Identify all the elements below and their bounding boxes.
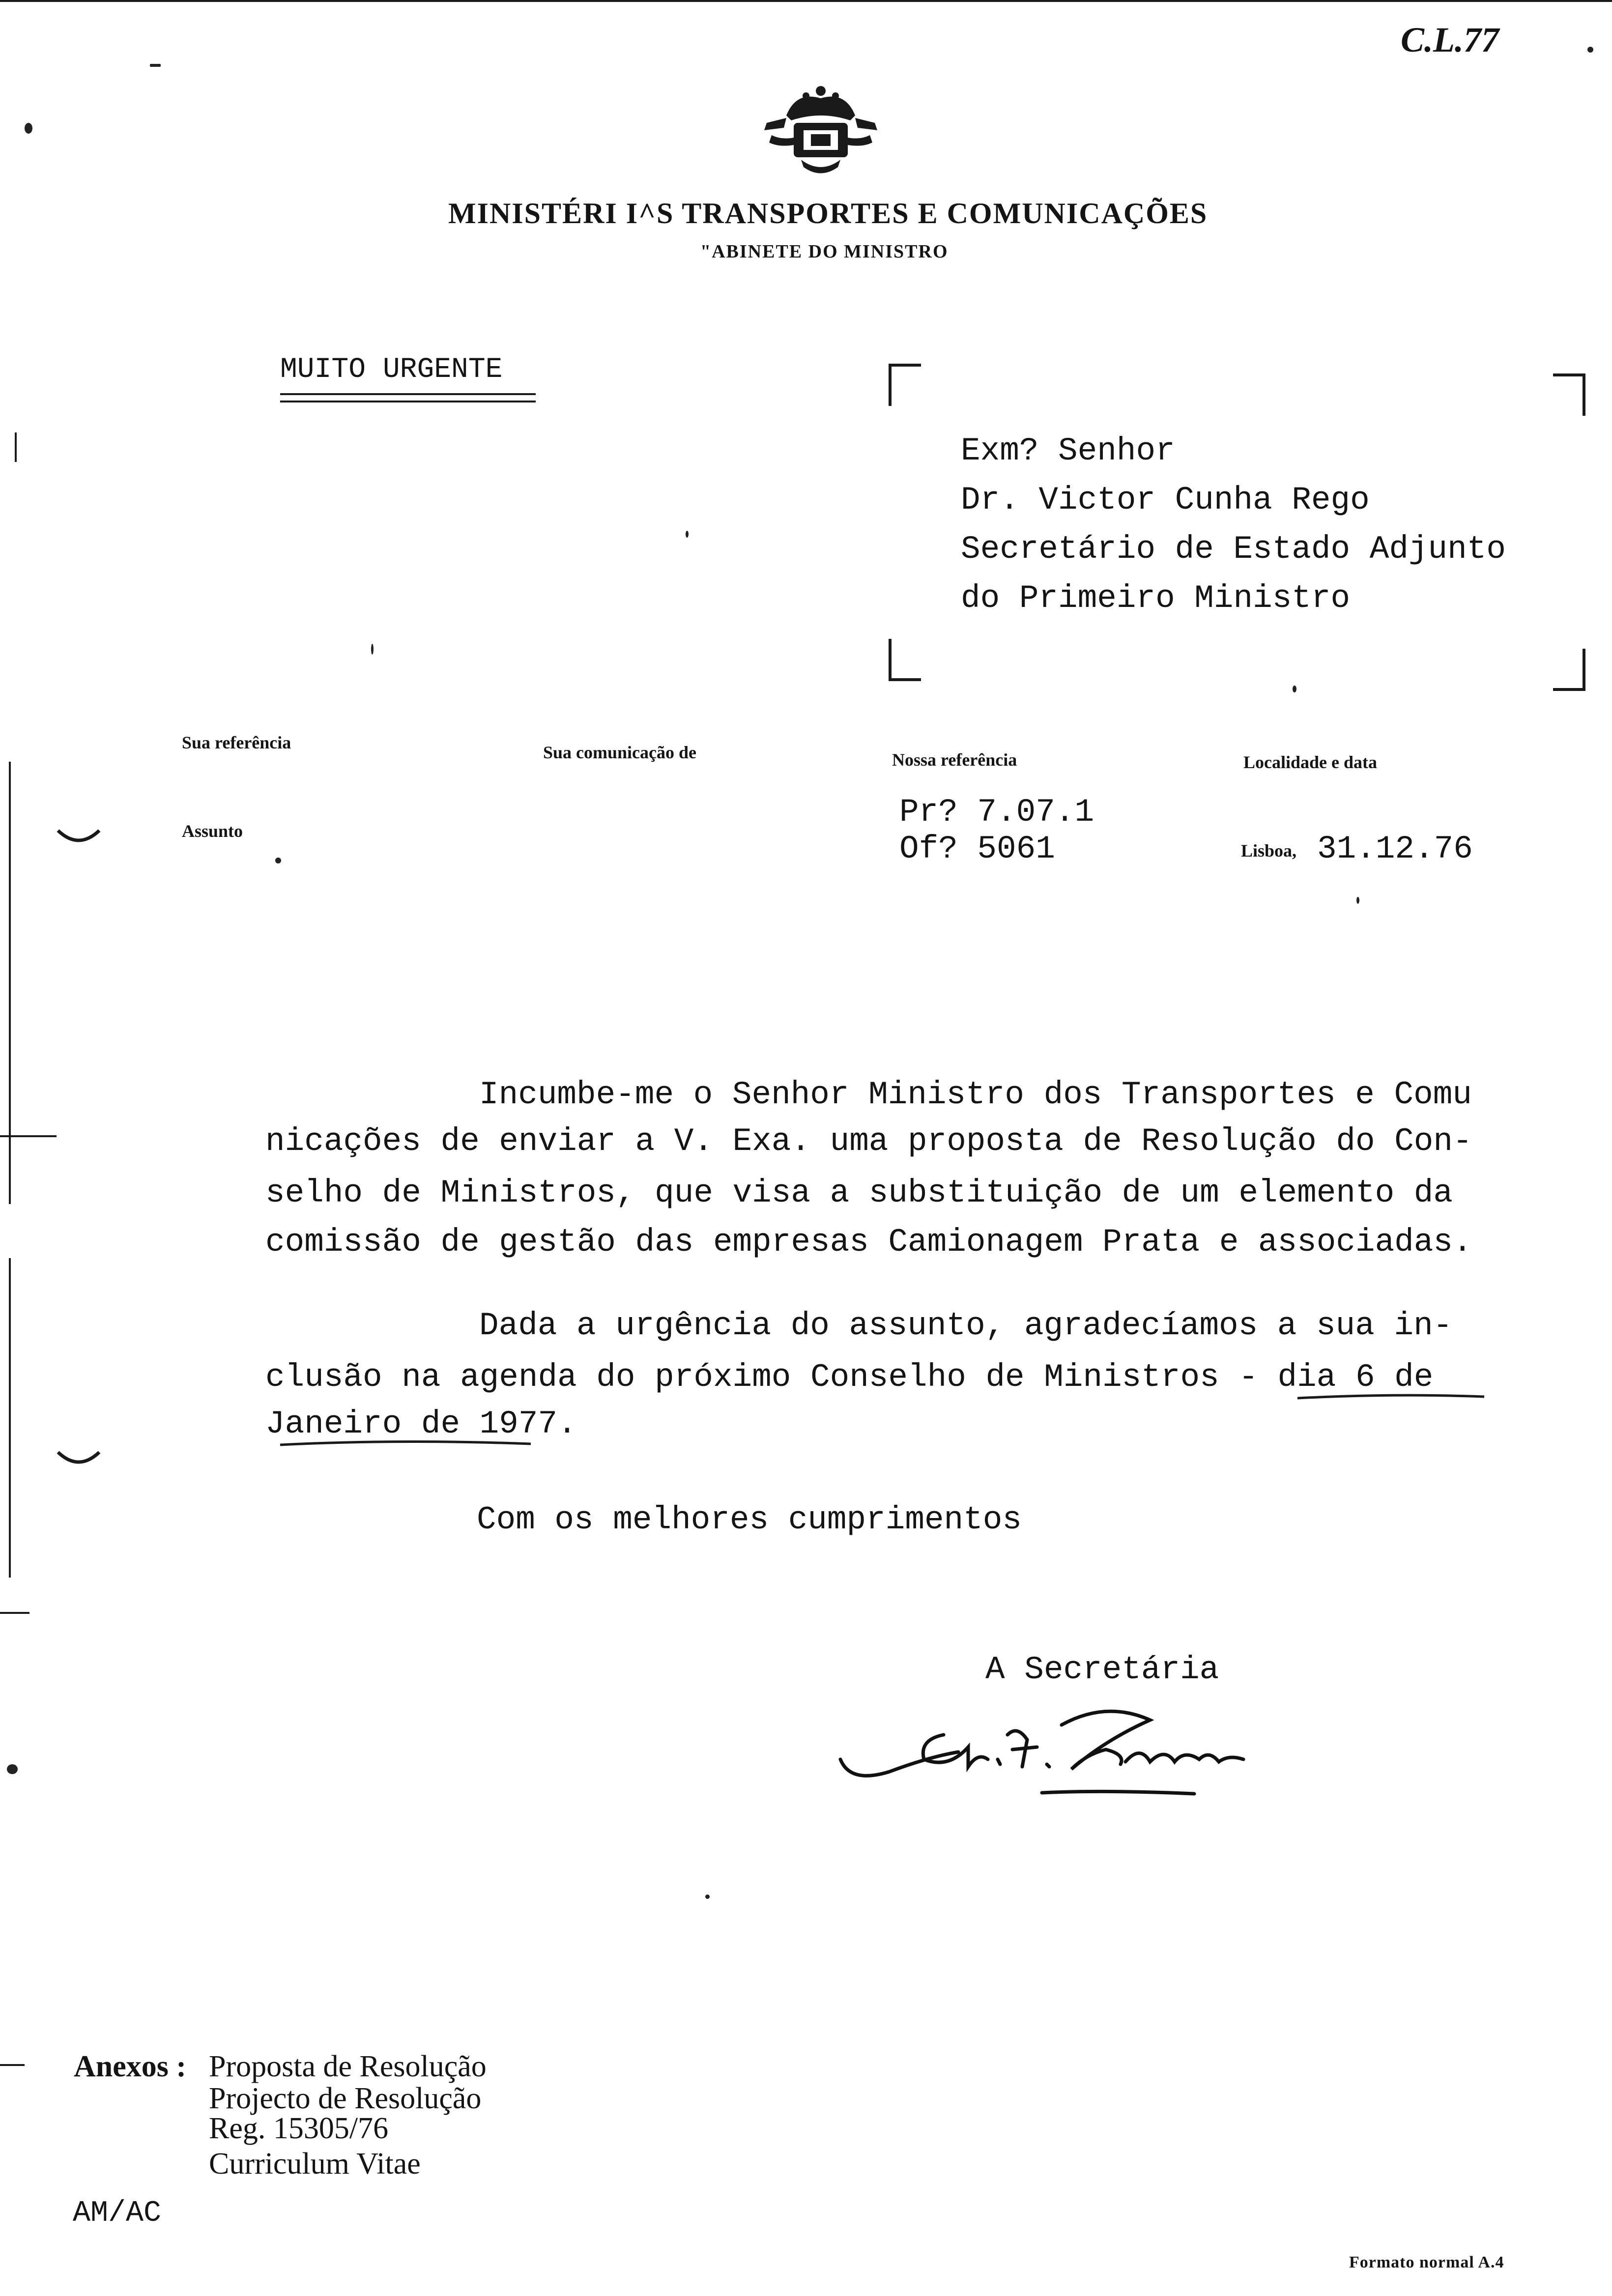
coat-of-arms-icon bbox=[752, 81, 890, 182]
closing-line: Com os melhores cumprimentos bbox=[477, 1501, 1022, 1538]
dust-speck bbox=[1293, 686, 1296, 692]
body-line: Dada a urgência do assunto, agradecíamos a sua in- bbox=[479, 1307, 1453, 1344]
urgency-label: MUITO URGENTE bbox=[280, 354, 503, 386]
recipient-office: do Primeiro Ministro bbox=[961, 580, 1351, 617]
date-underline-mark bbox=[275, 1386, 1494, 1455]
margin-edge-line bbox=[9, 762, 11, 1204]
your-reference-label: Sua referência bbox=[182, 733, 291, 752]
top-border-line bbox=[0, 0, 1612, 2]
margin-edge-line bbox=[15, 432, 17, 462]
body-line: Incumbe-me o Senhor Ministro dos Transportes e Comu bbox=[479, 1076, 1472, 1113]
dust-speck bbox=[275, 858, 281, 863]
address-bracket-bottom-left bbox=[889, 639, 921, 681]
dust-speck bbox=[1356, 897, 1359, 904]
dust-speck bbox=[371, 644, 374, 655]
dust-speck bbox=[686, 531, 689, 538]
dust-speck bbox=[25, 123, 32, 134]
annex-item: Proposta de Resolução bbox=[209, 2050, 487, 2083]
urgency-underline-1 bbox=[280, 393, 536, 395]
body-line: selho de Ministros, que visa a substituição de um elemento da bbox=[265, 1175, 1453, 1211]
body-line: clusão na agenda do próximo Conselho de Ministros - dia 6 de bbox=[265, 1359, 1434, 1396]
paper-format-note: Formato normal A.4 bbox=[1349, 2253, 1504, 2271]
punch-hole-mark bbox=[54, 826, 103, 850]
cabinet-name: "ABINETE DO MINISTRO bbox=[700, 241, 949, 262]
urgency-underline-2 bbox=[280, 401, 536, 402]
address-bracket-top-left bbox=[889, 364, 921, 406]
annex-item: Reg. 15305/76 bbox=[209, 2112, 389, 2145]
archive-mark: C.L.77 bbox=[1401, 20, 1499, 59]
date-value: 31.12.76 bbox=[1317, 831, 1473, 867]
margin-fold-mark bbox=[0, 1612, 29, 1614]
signature-image bbox=[831, 1686, 1293, 1823]
punch-hole-mark bbox=[54, 1447, 103, 1472]
dust-speck bbox=[1587, 47, 1593, 53]
office-reference: Of? 5061 bbox=[899, 831, 1055, 867]
address-bracket-top-right bbox=[1553, 373, 1585, 416]
signatory-role: A Secretária bbox=[985, 1651, 1219, 1688]
process-reference: Pr? 7.07.1 bbox=[899, 794, 1094, 831]
dust-speck bbox=[7, 1764, 18, 1774]
recipient-salutation: Exm? Senhor bbox=[961, 432, 1175, 469]
address-bracket-bottom-right bbox=[1553, 649, 1585, 691]
body-line: comissão de gestão das empresas Camionagem Prata e associadas. bbox=[265, 1224, 1472, 1261]
recipient-title: Secretário de Estado Adjunto bbox=[961, 531, 1506, 568]
dust-speck bbox=[150, 64, 161, 67]
annex-item: Projecto de Resolução bbox=[209, 2082, 482, 2115]
body-line: Janeiro de 1977. bbox=[265, 1406, 577, 1442]
subject-label: Assunto bbox=[182, 821, 243, 841]
margin-fold-mark bbox=[0, 2064, 25, 2066]
recipient-name: Dr. Victor Cunha Rego bbox=[961, 482, 1370, 518]
annex-item: Curriculum Vitae bbox=[209, 2147, 421, 2181]
annex-label: Anexos : bbox=[74, 2050, 187, 2083]
place-date-label: Localidade e data bbox=[1243, 752, 1378, 772]
our-reference-label: Nossa referência bbox=[892, 750, 1017, 770]
dust-speck bbox=[705, 1894, 710, 1899]
margin-edge-line bbox=[9, 1258, 11, 1578]
your-communication-label: Sua comunicação de bbox=[543, 743, 697, 762]
ministry-name: MINISTÉRI I^S TRANSPORTES E COMUNICAÇÕES bbox=[448, 197, 1208, 230]
body-line: nicações de enviar a V. Exa. uma proposta de Resolução do Con- bbox=[265, 1123, 1472, 1160]
place-value: Lisboa, bbox=[1241, 841, 1297, 861]
typist-initials: AM/AC bbox=[73, 2197, 162, 2230]
